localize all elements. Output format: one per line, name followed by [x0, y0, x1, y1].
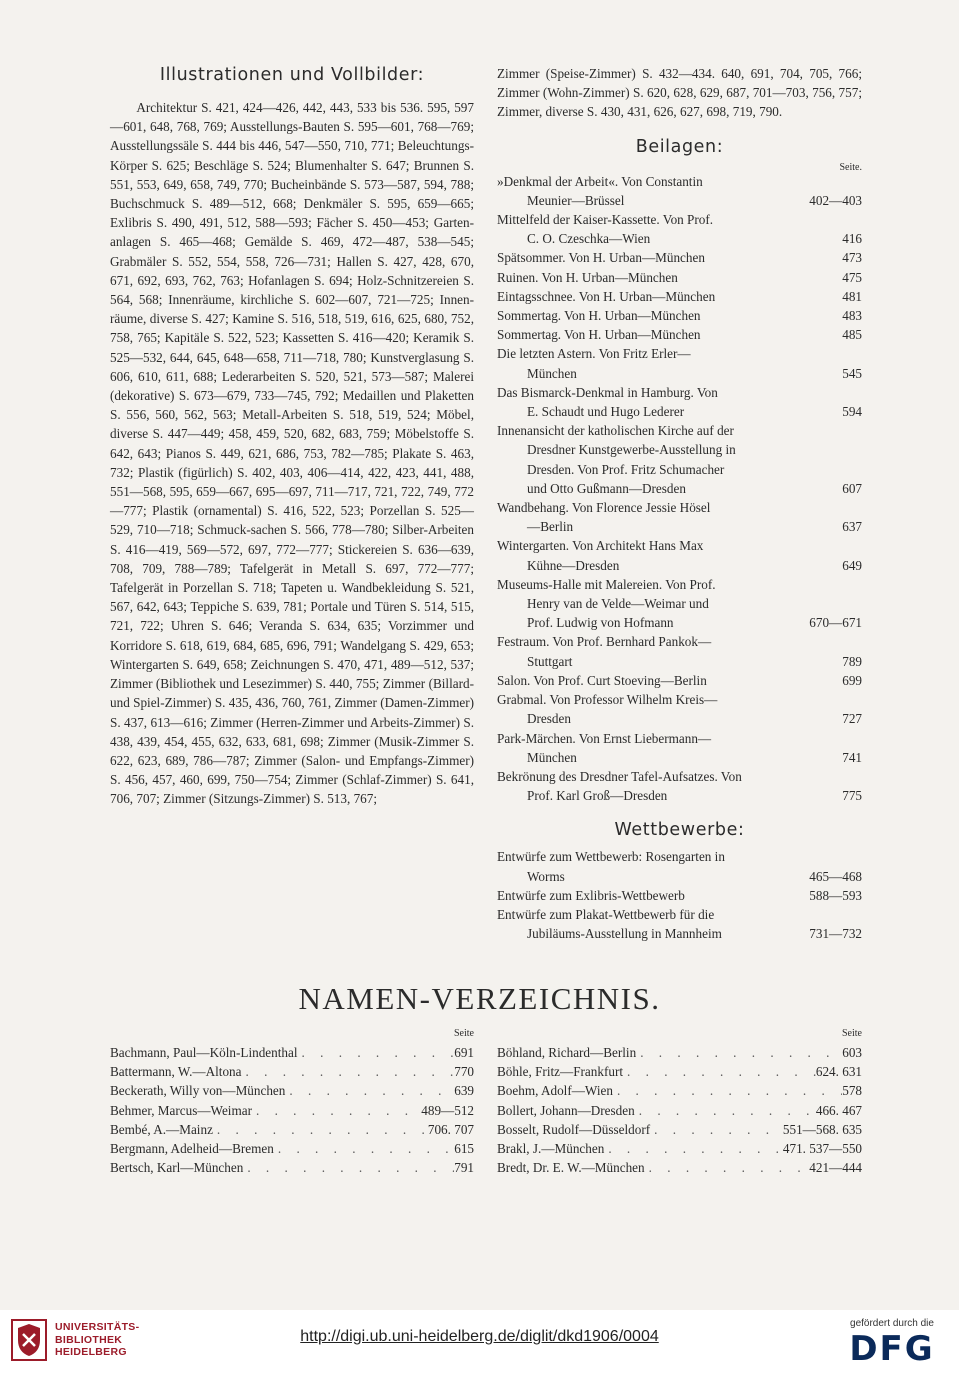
beilagen-entry-line1: Spätsommer. Von H. Urban—München — [497, 250, 705, 266]
beilagen-heading: Beilagen: — [635, 136, 724, 157]
name-entry: Brakl, J.—München — [497, 1141, 605, 1157]
wettbewerbe-section — [497, 819, 862, 943]
beilagen-entry-line1: Sommertag. Von H. Urban—München — [497, 327, 701, 343]
name-entry: Bosselt, Rudolf—Düsseldorf — [497, 1121, 651, 1137]
beilagen-entry-line4: und Otto Gußmann—Dresden — [527, 480, 686, 496]
beilagen-entry-page: 475 — [838, 268, 862, 287]
beilagen-entry — [497, 344, 862, 382]
beilagen-entry-page: 727 — [838, 709, 862, 728]
beilagen-section — [497, 136, 862, 806]
name-row — [110, 1081, 474, 1100]
library-name-line-1: UNIVERSITÄTS- — [55, 1321, 140, 1333]
illustrations-heading: Illustrationen und Vollbilder: — [159, 65, 425, 85]
beilagen-entry-line1: Die letzten Astern. Von Fritz Erler— — [497, 346, 691, 362]
wettbewerbe-heading: Wettbewerbe: — [614, 820, 745, 841]
leader-dots — [213, 1120, 428, 1139]
names-index-title: NAMEN-VERZEICHNIS. — [298, 981, 661, 1016]
name-entry: Bredt, Dr. E. W.—München — [497, 1160, 645, 1176]
beilagen-entry — [497, 268, 862, 287]
beilagen-entry-line1: Wintergarten. Von Architekt Hans Max — [497, 538, 704, 554]
name-entry: Bembé, A.—Mainz — [110, 1121, 213, 1137]
leader-dots — [274, 1139, 454, 1158]
name-entry: Boehm, Adolf—Wien — [497, 1083, 613, 1099]
name-row — [497, 1101, 862, 1120]
wettbewerbe-entry-line1: Entwürfe zum Wettbewerb: Rosengarten in — [497, 849, 725, 865]
name-entry: Behmer, Marcus—Weimar — [110, 1102, 252, 1118]
beilagen-entry-line1: Ruinen. Von H. Urban—München — [497, 269, 678, 285]
name-page: 691 — [454, 1045, 474, 1060]
beilagen-entry-line1: Innenansicht der katholischen Kirche auf der — [497, 423, 734, 439]
name-entry: Bachmann, Paul—Köln-Lindenthal — [110, 1045, 298, 1060]
illustrations-column — [110, 64, 474, 809]
names-left-seite-label: Seite — [454, 1028, 474, 1039]
beilagen-entry-line2: —Berlin — [527, 519, 574, 535]
beilagen-entry-line2: Dresden — [527, 711, 571, 727]
wettbewerbe-entry — [497, 905, 862, 943]
beilagen-entry-page: 545 — [838, 364, 862, 383]
name-page: 551—568. 635 — [782, 1121, 862, 1137]
wettbewerbe-entry-page: 588—593 — [805, 886, 862, 905]
leader-dots — [650, 1120, 783, 1139]
name-page: 615 — [454, 1141, 474, 1157]
leader-dots — [252, 1101, 421, 1120]
leader-dots — [285, 1081, 454, 1100]
name-row — [110, 1062, 474, 1081]
beilagen-entry-line1: Wandbehang. Von Florence Jessie Hösel — [497, 500, 711, 516]
beilagen-entry — [497, 575, 862, 633]
name-entry: Beckerath, Willy von—München — [110, 1083, 286, 1099]
leader-dots — [298, 1043, 455, 1062]
beilagen-entry-page: 594 — [838, 402, 862, 421]
names-list-right — [497, 1027, 862, 1177]
wettbewerbe-entry — [497, 886, 862, 905]
names-list-left — [110, 1027, 474, 1177]
beilagen-entry-line1: Salon. Von Prof. Curt Stoeving—Berlin — [497, 672, 707, 688]
name-row — [110, 1139, 474, 1158]
beilagen-entry — [497, 729, 862, 767]
beilagen-entry-line2: C. O. Czeschka—Wien — [527, 231, 651, 247]
beilagen-entry-line2: Meunier—Brüssel — [527, 192, 625, 208]
leader-dots — [635, 1101, 816, 1120]
leader-dots — [242, 1062, 455, 1081]
beilagen-entry-page: 741 — [838, 748, 862, 767]
beilagen-entry-line2: E. Schaudt und Hugo Lederer — [527, 404, 685, 420]
wettbewerbe-entry-page: 731—732 — [805, 924, 862, 943]
name-page: 489—512 — [421, 1102, 474, 1118]
beilagen-entry-line1: Mittelfeld der Kaiser-Kassette. Von Prof. — [497, 212, 714, 228]
library-name-line-3: HEIDELBERG — [55, 1346, 127, 1358]
beilagen-entry-line1: »Denkmal der Arbeit«. Von Constantin — [497, 173, 703, 189]
wettbewerbe-entry-line2: Jubiläums-Ausstellung in Mannheim — [527, 926, 722, 942]
source-url-link[interactable]: http://digi.ub.uni-heidelberg.de/diglit/dkd1906/0004 — [300, 1328, 659, 1345]
beilagen-entry-line3: Dresden. Von Prof. Fritz Schumacher — [527, 461, 725, 477]
name-row — [110, 1158, 474, 1177]
beilagen-entry-line2: Prof. Karl Groß—Dresden — [527, 788, 668, 804]
library-name-line-2: BIBLIOTHEK — [55, 1333, 123, 1346]
beilagen-seite-label: Seite. — [839, 161, 862, 173]
beilagen-entry-page: 670—671 — [805, 613, 862, 632]
wettbewerbe-list — [497, 847, 862, 943]
leader-dots — [623, 1062, 816, 1081]
beilagen-entry-page: 485 — [838, 325, 862, 344]
beilagen-entry-page: 483 — [838, 306, 862, 325]
name-page: 706. 707 — [427, 1121, 474, 1137]
beilagen-entry-page: 402—403 — [805, 191, 862, 210]
wettbewerbe-entry-line2: Worms — [527, 868, 565, 884]
beilagen-list — [497, 172, 862, 806]
beilagen-entry-line2: Stuttgart — [527, 653, 573, 669]
beilagen-entry-line1: Das Bismarck-Denkmal in Hamburg. Von — [497, 384, 718, 400]
name-row — [110, 1120, 474, 1139]
names-right-seite-label: Seite — [842, 1028, 862, 1039]
beilagen-entry — [497, 421, 862, 498]
beilagen-entry-line1: Grabmal. Von Professor Wilhelm Kreis— — [497, 692, 718, 708]
illustrations-continuation: Zimmer (Speise-Zimmer) S. 432—434. 640, 691, 704, 705, 766; Zimmer (Wohn-Zimmer) S. 620, 628, 629, 687, 701—703, 756, 757; Zimmer, diverse S. 430, 431, 626, 627, 698, 719, 790. — [497, 66, 862, 120]
dfg-logo[interactable] — [832, 1318, 952, 1378]
beilagen-entry-page: 649 — [838, 556, 862, 575]
beilagen-entry-line2: Henry van de Velde—Weimar und — [527, 596, 709, 612]
beilagen-entry-line3: Prof. Ludwig von Hofmann — [527, 615, 674, 631]
name-entry: Böhle, Fritz—Frankfurt — [497, 1064, 623, 1080]
beilagen-entry — [497, 383, 862, 421]
beilagen-entry — [497, 172, 862, 210]
beilagen-entry — [497, 498, 862, 536]
name-entry: Bertsch, Karl—München — [110, 1160, 244, 1176]
name-page: 466. 467 — [815, 1102, 862, 1118]
dfg-caption: gefördert durch die — [850, 1318, 934, 1329]
name-row — [497, 1043, 862, 1062]
beilagen-entry-line1: Eintagsschnee. Von H. Urban—München — [497, 288, 716, 304]
beilagen-entry-line1: Park-Märchen. Von Ernst Liebermann— — [497, 730, 712, 746]
beilagen-entry-line2: Dresdner Kunstgewerbe-Ausstellung in — [527, 442, 736, 458]
dfg-wordmark: DFG — [849, 1329, 935, 1369]
name-entry: Battermann, W.—Altona — [110, 1064, 242, 1080]
beilagen-entry — [497, 767, 862, 805]
name-row — [497, 1081, 862, 1100]
beilagen-entry-line1: Museums-Halle mit Malereien. Von Prof. — [497, 576, 716, 592]
beilagen-entry — [497, 210, 862, 248]
name-page: 791 — [454, 1160, 474, 1176]
beilagen-entry — [497, 536, 862, 574]
wettbewerbe-entry-line1: Entwürfe zum Plakat-Wettbewerb für die — [497, 906, 715, 922]
name-entry: Böhland, Richard—Berlin — [497, 1045, 637, 1060]
name-row — [110, 1043, 474, 1062]
beilagen-entry — [497, 306, 862, 325]
beilagen-entry-line1: Bekrönung des Dresdner Tafel-Aufsatzes. Von — [497, 768, 742, 784]
name-row — [497, 1158, 862, 1177]
beilagen-entry — [497, 248, 862, 267]
illustrations-index-text: Architektur S. 421, 424—426, 442, 443, 533 bis 536. 595, 597—601, 648, 768, 769; Ausstellungs-Bauten S. 595—601, 768—769; Ausstellungssäle S. 444 bis 446, 547—550, 710, 771; Beleuchtungs-Körper S. 625; Beschläge S. 524; Blumenhalter S. 647; Brunnen S. 551, 553, 649, 658, 749, 770; Bucheinbände S. 573—587, 594, 788; Buchschmuck S. 489—512, 668; Denkmäler S. 595, 659—665; Exlibris S. 490, 491, 512, 588—593; Fächer S. 450—453; Garten-anlagen S. 465—468; Gemälde S. 469, 472—487, 538—545; Grabmäler S. 552, 554, 558, 726—731; Hallen S. 427, 428, 670, 671, 692, 693, 762, 763; Hofanlagen S. 694; Holz-Schnitzereien S. 564, 568; Innenräume, kirchliche S. 602—607, 721—725; Innen-räume, diverse S. 427; Kamine S. 516, 518, 519, 616, 625, 680, 752, 758, 765; Kapitäle S. 522, 523; Kassetten S. 416—420; Keramik S. 525—532, 644, 645, 648—658, 711—718, 780; Kunstverglasung S. 606, 610, 611, 688; Lederarbeiten S. 520, 521, 573—587; Malerei (dekorative) S. 673—679, 733—745, 792; Medaillen und Plaketten S. 556, 560, 562, 563; Metall-Arbeiten S. 518, 519, 524; Möbel, diverse S. 447—449; 458, 459, 520, 682, 683, 759; Möbelstoffe S. 642, 643; Pianos S. 449, 621, 686, 753, 782—785; Plakate S. 463, 732; Plastik (figürlich) S. 402, 403, 406—414, 422, 423, 441, 488, 551—568, 595, 659—667, 695—697, 711—717, 721, 722, 749, 772—777; Plastik (ornamental) S. 416, 522, 523; Porzellan S. 525—529, 710—718; Schmuck-sachen S. 566, 778—780; Silber-Arbeiten S. 416—419, 569—572, 697, 772—777; Stickereien S. 636—639, 708, 709, 788—789; Tafelgerät in Metall S. 697, 772—777; Tafelgerät in Porzellan S. 718; Tapeten u. Wandbekleidung S. 521, 567, 642, 643; Teppiche S. 639, 781; Portale und Türen S. 514, 515, 721, 722; Uhren S. 646; Veranda S. 634, 635; Vorzimmer und Korridore S. 618, 619, 684, 685, 696, 791; Wandelgang S. 429, 653; Wintergarten S. 649, 658; Zeichnungen S. 470, 471, 489—512, 537; Zimmer (Bibliothek und Lesezimmer) S. 440, 755; Zimmer (Billard- und Spiel-Zimmer) S. 435, 436, 760, 761, Zimmer (Damen-Zimmer) S. 437, 613—616; Zimmer (Herren-Zimmer und Arbeits-Zimmer) S. 438, 439, 454, 455, 632, 633, 681, 698; Zimmer (Musik-Zimmer S. 622, 623, 689, 786—787; Zimmer (Salon- und Empfangs-Zimmer) S. 456, 457, 460, 699, 750—754; Zimmer (Schlaf-Zimmer) S. 641, 706, 707; Zimmer (Sitzungs-Zimmer) S. 513, 767; — [110, 100, 474, 807]
beilagen-entry-page: 789 — [838, 652, 862, 671]
beilagen-entry — [497, 325, 862, 344]
beilagen-entry-page: 473 — [838, 248, 862, 267]
beilagen-entry — [497, 287, 862, 306]
name-page: 421—444 — [809, 1160, 862, 1176]
name-row — [497, 1062, 862, 1081]
name-row — [497, 1120, 862, 1139]
wettbewerbe-entry — [497, 847, 862, 885]
name-row — [497, 1139, 862, 1158]
beilagen-entry-page: 416 — [838, 229, 862, 248]
name-page: 770 — [454, 1064, 474, 1080]
beilagen-entry-line2: Kühne—Dresden — [527, 557, 620, 573]
name-row — [110, 1101, 474, 1120]
name-page: 639 — [454, 1083, 474, 1099]
beilagen-entry-page: 699 — [838, 671, 862, 690]
leader-dots — [604, 1139, 783, 1158]
beilagen-entry-page: 775 — [838, 786, 862, 805]
name-page: 624. 631 — [815, 1064, 862, 1080]
leader-dots — [636, 1043, 842, 1062]
name-entry: Bollert, Johann—Dresden — [497, 1102, 635, 1118]
beilagen-entry-line1: Festraum. Von Prof. Bernhard Pankok— — [497, 634, 712, 650]
beilagen-entry-line1: Sommertag. Von H. Urban—München — [497, 308, 701, 324]
name-page: 471. 537—550 — [782, 1141, 862, 1157]
beilagen-entry-line2: München — [527, 749, 577, 765]
wettbewerbe-entry-line1: Entwürfe zum Exlibris-Wettbewerb — [497, 887, 685, 903]
name-page: 578 — [842, 1083, 862, 1099]
beilagen-entry — [497, 690, 862, 728]
leader-dots — [613, 1081, 842, 1100]
name-entry: Bergmann, Adelheid—Bremen — [110, 1141, 274, 1157]
right-column — [497, 64, 862, 943]
beilagen-entry-page: 637 — [838, 517, 862, 536]
beilagen-entry — [497, 671, 862, 690]
name-page: 603 — [842, 1045, 862, 1060]
beilagen-entry-page: 481 — [838, 287, 862, 306]
beilagen-entry — [497, 632, 862, 670]
leader-dots — [645, 1158, 810, 1177]
wettbewerbe-entry-page: 465—468 — [805, 867, 862, 886]
beilagen-entry-line2: München — [527, 365, 577, 381]
beilagen-entry-page: 607 — [838, 479, 862, 498]
leader-dots — [243, 1158, 454, 1177]
